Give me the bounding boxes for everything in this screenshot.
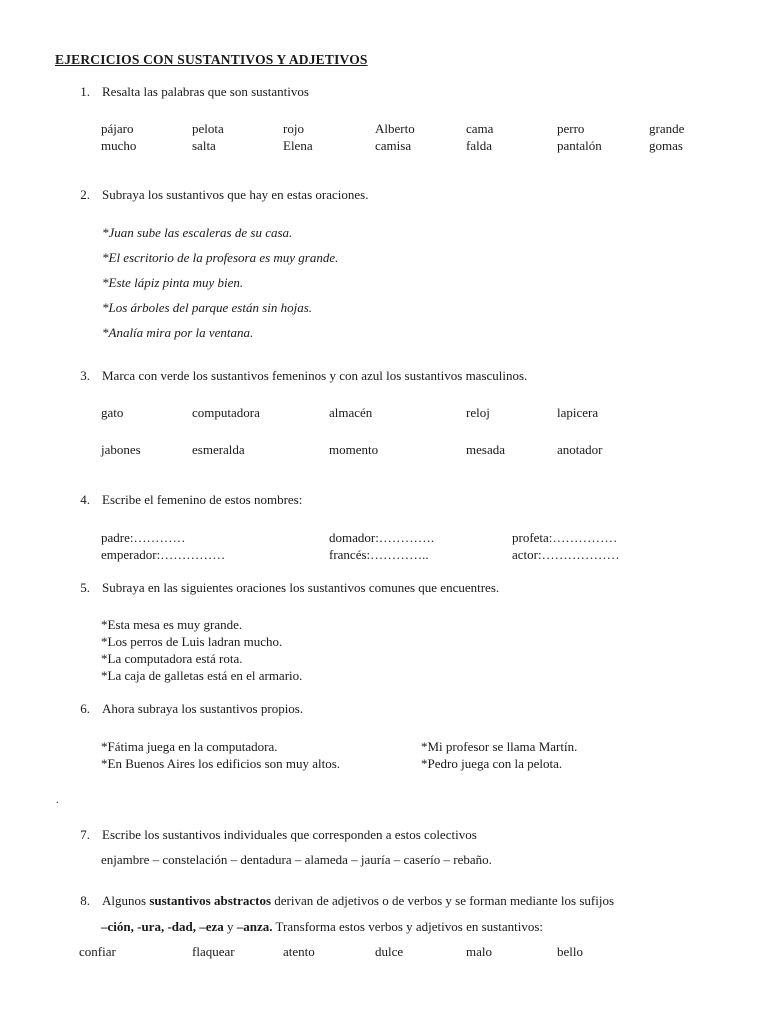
instruction-text: y — [223, 919, 237, 934]
word-item: Elena — [283, 138, 313, 153]
collective-words: enjambre – constelación – dentadura – alameda – jauría – caserío – rebaño. — [101, 852, 492, 867]
fill-blank-item: domador:…………. — [329, 530, 435, 545]
sentence-item: *El escritorio de la profesora es muy grande. — [102, 250, 339, 265]
word-item: cama — [466, 121, 494, 136]
instruction-text: Algunos — [102, 893, 150, 908]
word-item: atento — [283, 944, 315, 959]
sentence-item: *Analía mira por la ventana. — [102, 325, 254, 340]
page-title: EJERCICIOS CON SUSTANTIVOS Y ADJETIVOS — [55, 52, 368, 67]
sentence-item: *Este lápiz pinta muy bien. — [102, 275, 244, 290]
sentence-item: *Los perros de Luis ladran mucho. — [101, 634, 283, 649]
exercise-8-instruction — [102, 893, 614, 909]
instruction-bold-text: sustantivos abstractos — [149, 893, 272, 908]
sentence-item: *La caja de galletas está en el armario. — [101, 668, 303, 683]
exercise-6-number: 6. — [80, 701, 90, 716]
word-item: pelota — [192, 121, 224, 136]
sentence-item: *Juan sube las escaleras de su casa. — [102, 225, 293, 240]
sentence-item: *Pedro juega con la pelota. — [421, 756, 563, 771]
fill-blank-item: padre:………… — [101, 530, 186, 545]
exercise-2-instruction: Subraya los sustantivos que hay en estas oraciones. — [102, 187, 369, 202]
word-item: camisa — [375, 138, 412, 153]
suffix-list: –ción, -ura, -dad, –eza — [101, 919, 224, 934]
sentence-item: *Esta mesa es muy grande. — [101, 617, 243, 632]
instruction-text: derivan de adjetivos o de verbos y se forman mediante los sufijos — [271, 893, 615, 908]
word-item: gomas — [649, 138, 683, 153]
word-item: anotador — [557, 442, 603, 457]
word-item: rojo — [283, 121, 304, 136]
sentence-item: *Fátima juega en la computadora. — [101, 739, 278, 754]
exercise-7-instruction: Escribe los sustantivos individuales que corresponden a estos colectivos — [102, 827, 477, 842]
exercise-5-instruction: Subraya en las siguientes oraciones los sustantivos comunes que encuentres. — [102, 580, 500, 595]
exercise-4-number: 4. — [80, 492, 90, 507]
word-item: lapicera — [557, 405, 599, 420]
exercise-7-number: 7. — [80, 827, 90, 842]
suffix-list: –anza. — [236, 919, 273, 934]
word-item: computadora — [192, 405, 260, 420]
word-item: mucho — [101, 138, 137, 153]
exercise-8-suffixes — [101, 919, 543, 935]
sentence-item: *La computadora está rota. — [101, 651, 243, 666]
word-item: perro — [557, 121, 585, 136]
word-item: malo — [466, 944, 492, 959]
exercise-5-number: 5. — [80, 580, 90, 595]
fill-blank-item: actor:……………… — [512, 547, 620, 562]
exercise-1-instruction: Resalta las palabras que son sustantivos — [102, 84, 309, 99]
sentence-item: *En Buenos Aires los edificios son muy altos. — [101, 756, 341, 771]
exercise-3-instruction: Marca con verde los sustantivos femeninos y con azul los sustantivos masculinos. — [102, 368, 528, 383]
word-item: Alberto — [375, 121, 415, 136]
word-item: pájaro — [101, 121, 134, 136]
stray-dot: . — [56, 795, 59, 806]
fill-blank-item: emperador:…………… — [101, 547, 226, 562]
exercise-4-instruction: Escribe el femenino de estos nombres: — [102, 492, 303, 507]
exercise-1-number: 1. — [80, 84, 90, 99]
word-item: dulce — [375, 944, 404, 959]
word-item: salta — [192, 138, 216, 153]
word-item: falda — [466, 138, 492, 153]
exercise-8-number: 8. — [80, 893, 90, 908]
word-item: gato — [101, 405, 124, 420]
word-item: jabones — [101, 442, 141, 457]
instruction-text: Transforma estos verbos y adjetivos en sustantivos: — [272, 919, 543, 934]
fill-blank-item: profeta:…………… — [512, 530, 618, 545]
sentence-item: *Mi profesor se llama Martín. — [421, 739, 578, 754]
word-item: mesada — [466, 442, 505, 457]
exercise-6-instruction: Ahora subraya los sustantivos propios. — [102, 701, 304, 716]
word-item: pantalón — [557, 138, 602, 153]
word-item: esmeralda — [192, 442, 245, 457]
word-item: momento — [329, 442, 379, 457]
word-item: bello — [557, 944, 583, 959]
word-item: almacén — [329, 405, 373, 420]
word-item: flaquear — [192, 944, 235, 959]
fill-blank-item: francés:………….. — [329, 547, 429, 562]
exercise-3-number: 3. — [80, 368, 90, 383]
sentence-item: *Los árboles del parque están sin hojas. — [102, 300, 313, 315]
word-item: grande — [649, 121, 685, 136]
word-item: reloj — [466, 405, 490, 420]
word-item: confiar — [79, 944, 116, 959]
exercise-2-number: 2. — [80, 187, 90, 202]
